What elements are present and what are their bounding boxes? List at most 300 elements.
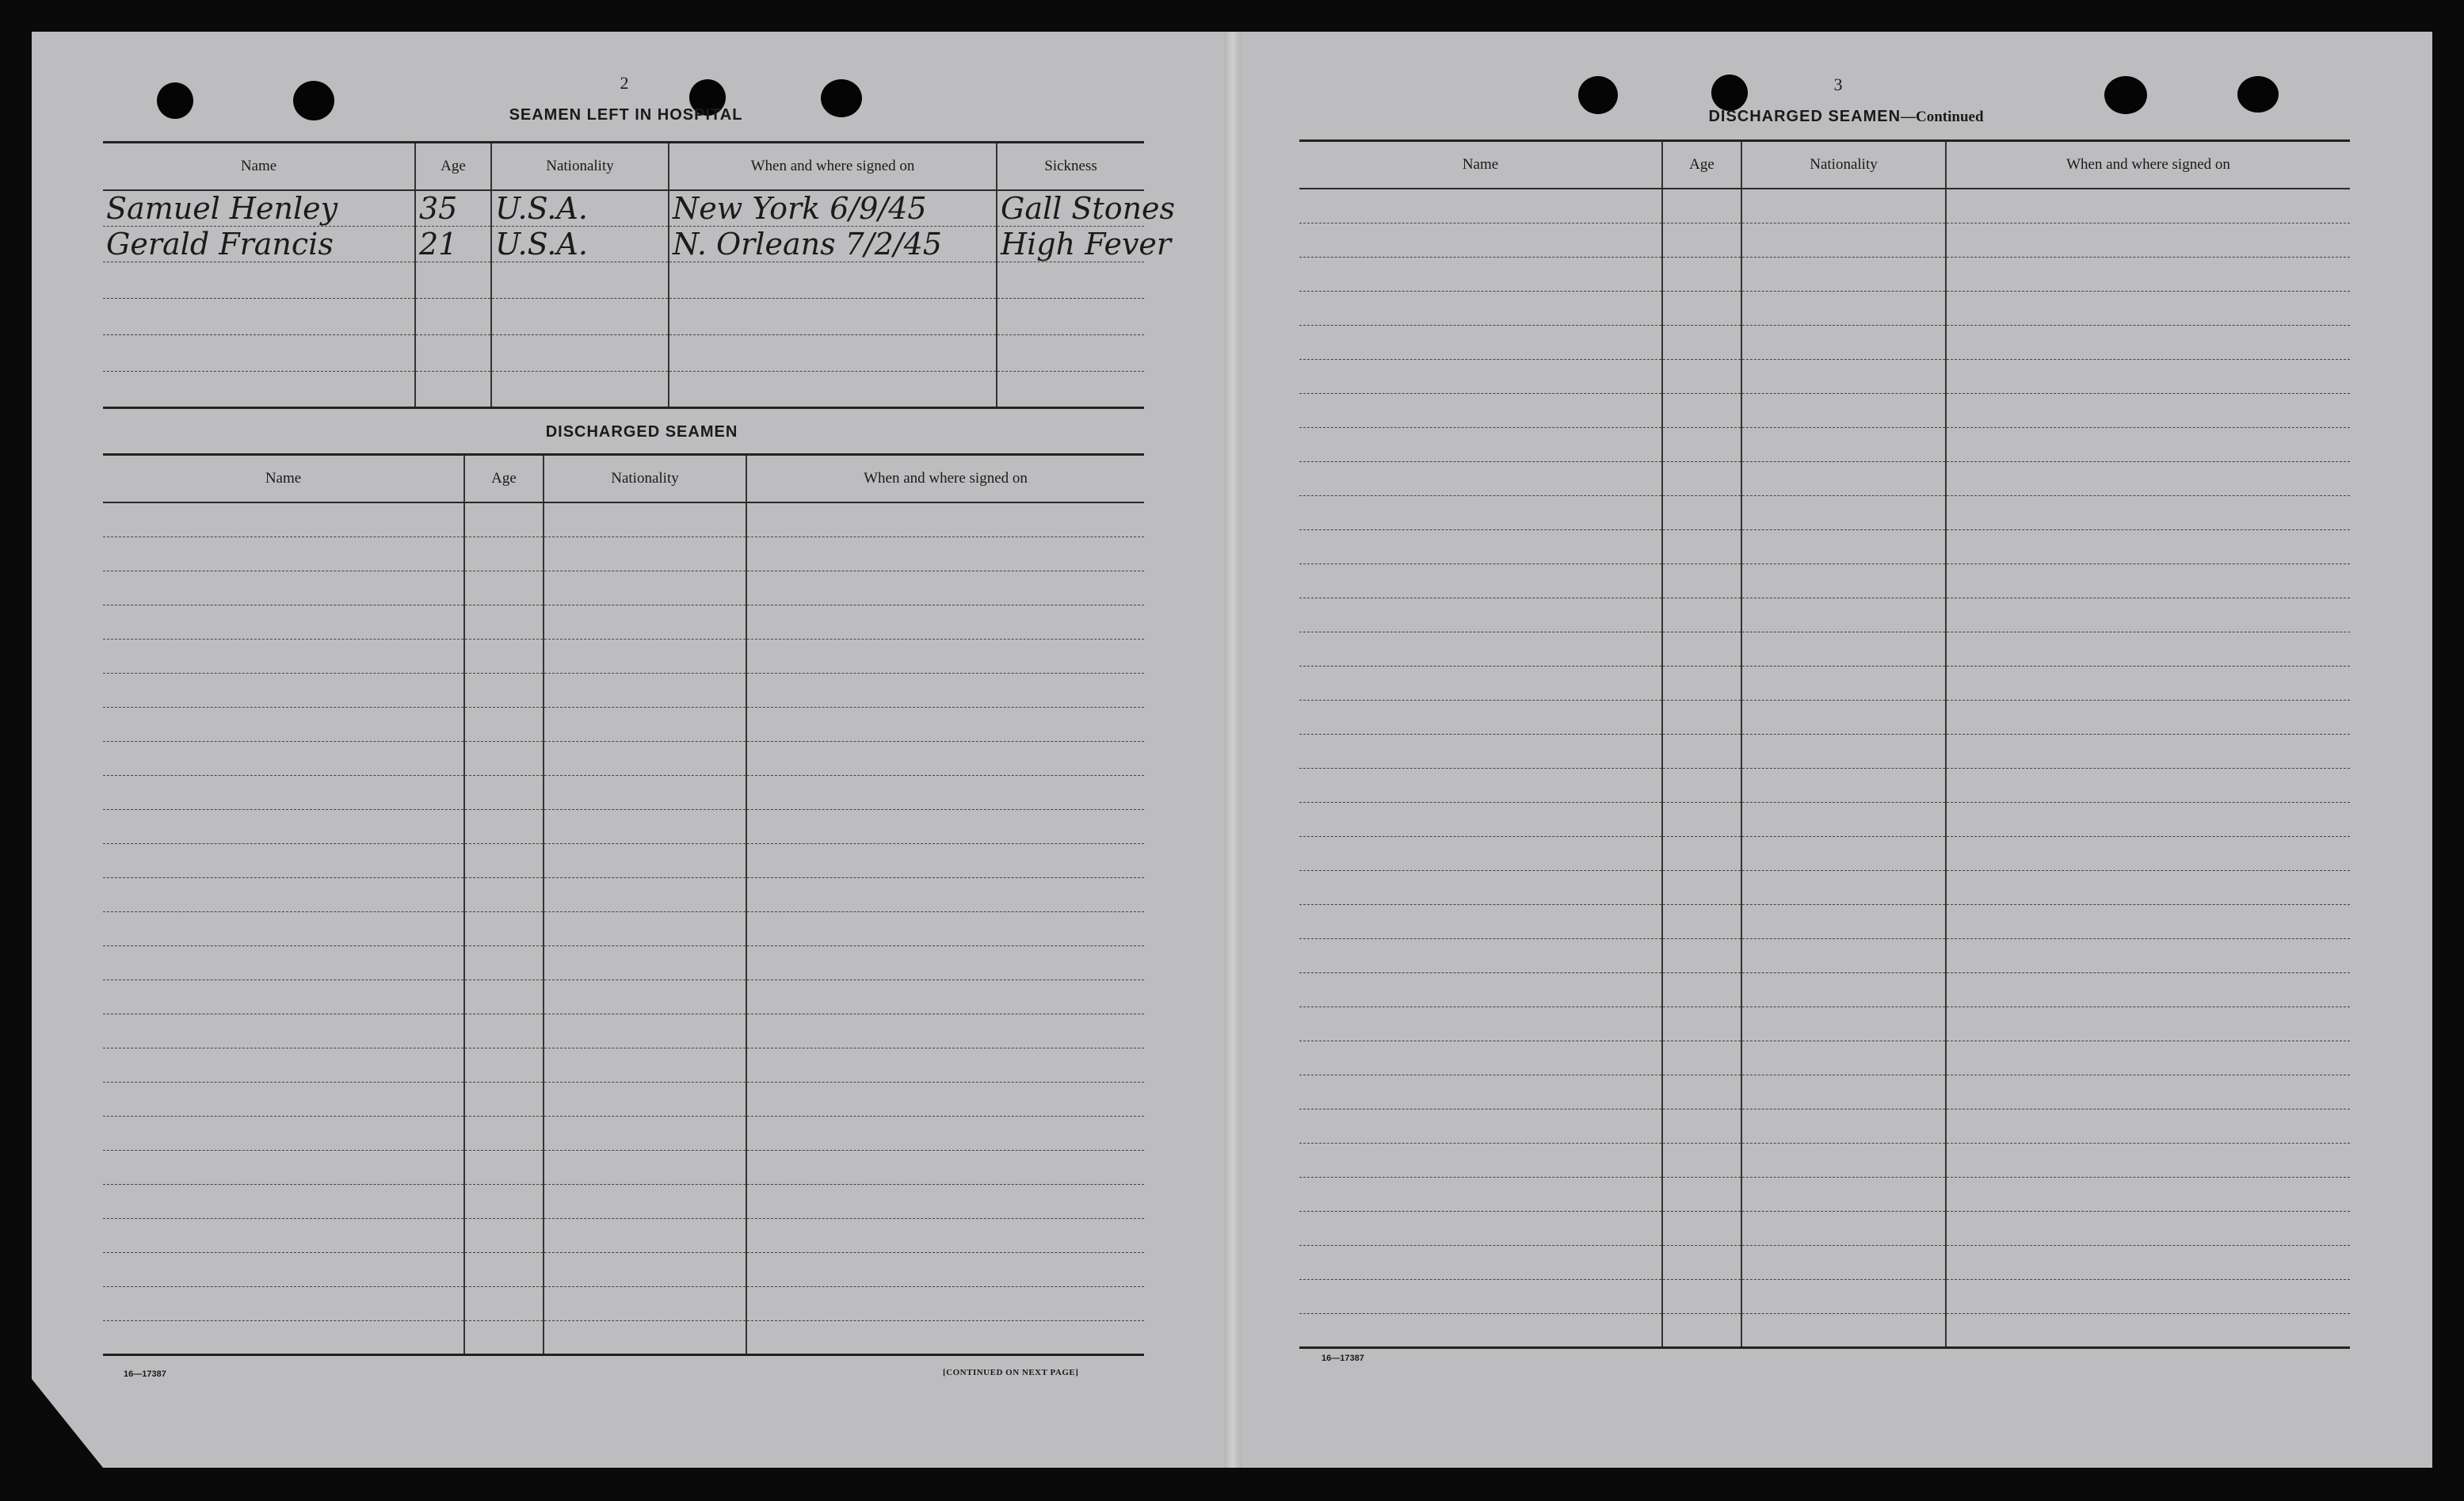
table-cell: [746, 980, 1144, 1014]
table-row: [1299, 1143, 2350, 1177]
table-cell: [746, 1014, 1144, 1048]
table-cell: [1662, 325, 1741, 359]
table-cell: [1741, 666, 1946, 700]
column-header-signed-on: When and where signed on: [746, 455, 1144, 503]
table-cell: [1299, 802, 1662, 836]
table-cell: [1662, 870, 1741, 904]
table-cell: [1741, 632, 1946, 666]
table-cell: [1946, 836, 2350, 870]
table-header-row: [103, 143, 1144, 191]
table-cell: [1741, 393, 1946, 427]
table-cell: [746, 741, 1144, 775]
table-row: [1299, 359, 2350, 393]
table-cell: [1946, 1075, 2350, 1109]
table-cell: [1741, 802, 1946, 836]
table-row: [103, 1218, 1144, 1252]
table-cell: [103, 809, 464, 843]
table-cell: [544, 673, 746, 707]
table-row: [103, 502, 1144, 537]
table-cell: [464, 843, 544, 877]
table-cell: [544, 1150, 746, 1184]
table-cell: [544, 911, 746, 945]
section-title-discharged-continued: [1608, 108, 2084, 126]
table-row: [1299, 291, 2350, 325]
table-row: [1299, 1245, 2350, 1279]
table-row: [1299, 904, 2350, 938]
table-cell: [746, 911, 1144, 945]
form-number: 16—17387: [1322, 1354, 1364, 1363]
table-row: [1299, 529, 2350, 563]
table-cell: [1946, 1006, 2350, 1041]
table-cell: [544, 639, 746, 673]
table-cell: [1946, 904, 2350, 938]
table-cell: [1662, 1279, 1741, 1313]
table-cell: [1299, 189, 1662, 223]
table-cell: [1741, 189, 1946, 223]
table-cell: [103, 877, 464, 911]
table-cell: [1662, 1313, 1741, 1347]
table-cell: [103, 571, 464, 605]
section-title-hospital: SEAMEN LEFT IN HOSPITAL: [509, 106, 743, 124]
table-cell: [464, 1048, 544, 1082]
table-cell: [544, 1048, 746, 1082]
table-cell: [103, 537, 464, 571]
table-cell: [1299, 870, 1662, 904]
column-header-age: Age: [415, 143, 491, 191]
table-row: [103, 227, 1144, 262]
table-cell: [1662, 904, 1741, 938]
table-cell: [1741, 904, 1946, 938]
table-row: [103, 809, 1144, 843]
table-cell: [1741, 1313, 1946, 1347]
table-cell: [464, 980, 544, 1014]
table-cell: [746, 537, 1144, 571]
table-cell: [1299, 1006, 1662, 1041]
cell-nationality: U.S.A.: [491, 190, 669, 227]
table-cell: [1662, 1245, 1741, 1279]
table-cell: [544, 605, 746, 639]
table-row: [103, 1048, 1144, 1082]
column-header-nationality: Nationality: [544, 455, 746, 503]
table-cell: [1946, 495, 2350, 529]
table-cell: [1946, 189, 2350, 223]
table-cell: [1741, 734, 1946, 768]
column-header-signed-on: When and where signed on: [669, 143, 997, 191]
table-cell: [1946, 291, 2350, 325]
table-row: [103, 945, 1144, 980]
table-cell: [464, 1014, 544, 1048]
cell-sickness: Gall Stones: [997, 190, 1144, 227]
cell-signed-on: New York 6/9/45: [669, 190, 997, 227]
continued-note: [CONTINUED ON NEXT PAGE]: [943, 1368, 1079, 1377]
table-cell: [1741, 529, 1946, 563]
table-row: [1299, 563, 2350, 598]
column-header-sickness: Sickness: [997, 143, 1144, 191]
table-cell: [1946, 563, 2350, 598]
table-cell: [103, 1286, 464, 1320]
table-cell: [1741, 1279, 1946, 1313]
hospital-table: [103, 141, 1176, 409]
cell-name: Samuel Henley: [103, 190, 415, 227]
table-cell: [1299, 1279, 1662, 1313]
table-cell: [544, 1014, 746, 1048]
table-cell: [1946, 1041, 2350, 1075]
table-cell: [464, 571, 544, 605]
column-header-age: Age: [1662, 141, 1741, 189]
table-cell: [1741, 700, 1946, 734]
table-cell: [464, 945, 544, 980]
table-cell: [746, 775, 1144, 809]
table-row: [1299, 257, 2350, 291]
table-cell: [103, 741, 464, 775]
table-cell: [1741, 768, 1946, 802]
table-cell: [1662, 427, 1741, 461]
table-cell: [1946, 223, 2350, 257]
table-cell: [1299, 427, 1662, 461]
table-cell: [1946, 768, 2350, 802]
table-cell: [103, 1218, 464, 1252]
table-cell: [1299, 1143, 1662, 1177]
table-cell: [1662, 495, 1741, 529]
table-cell: [1662, 1041, 1741, 1075]
table-cell: [1741, 563, 1946, 598]
table-cell: [1299, 325, 1662, 359]
table-cell: [1662, 563, 1741, 598]
table-cell: [746, 1048, 1144, 1082]
table-row: [1299, 325, 2350, 359]
punch-hole: [157, 82, 193, 119]
table-row: [103, 741, 1144, 775]
table-cell: [464, 1184, 544, 1218]
column-header-age: Age: [464, 455, 544, 503]
table-cell: [1946, 802, 2350, 836]
table-cell: [1741, 427, 1946, 461]
table-cell: [103, 775, 464, 809]
table-cell: [1741, 325, 1946, 359]
table-cell: [1741, 1245, 1946, 1279]
table-cell: [1662, 972, 1741, 1006]
table-cell: [746, 707, 1144, 741]
table-cell: [1662, 189, 1741, 223]
table-cell: [1741, 972, 1946, 1006]
table-cell: [1299, 938, 1662, 972]
table-row: [103, 843, 1144, 877]
column-header-nationality: Nationality: [1741, 141, 1946, 189]
table-cell: [1662, 666, 1741, 700]
table-row: [1299, 666, 2350, 700]
table-cell: [746, 571, 1144, 605]
table-row: [1299, 461, 2350, 495]
table-cell: [103, 502, 464, 537]
section-title-suffix: —Continued: [1901, 109, 1984, 125]
table-cell: [1946, 666, 2350, 700]
table-cell: [1662, 700, 1741, 734]
punch-hole: [293, 81, 334, 120]
table-cell: [464, 502, 544, 537]
table-row: [103, 1320, 1144, 1354]
table-cell: [1946, 1279, 2350, 1313]
section-title-discharged: DISCHARGED SEAMEN: [545, 423, 738, 441]
table-cell: [103, 1150, 464, 1184]
table-row: [1299, 1211, 2350, 1245]
table-cell: [1662, 1006, 1741, 1041]
table-row: [103, 190, 1144, 227]
table-cell: [464, 1286, 544, 1320]
table-cell: [464, 707, 544, 741]
table-row: [1299, 189, 2350, 223]
table-cell: [1741, 1006, 1946, 1041]
table-row: [103, 980, 1144, 1014]
table-cell: [746, 1184, 1144, 1218]
table-cell: [1662, 257, 1741, 291]
table-cell: [103, 911, 464, 945]
punch-hole: [2104, 76, 2147, 114]
table-row: [103, 1150, 1144, 1184]
table-row: [103, 673, 1144, 707]
table-cell: [1299, 495, 1662, 529]
table-cell: [1299, 1041, 1662, 1075]
table-cell: [1662, 802, 1741, 836]
table-cell: [1946, 734, 2350, 768]
cell-signed-on: N. Orleans 7/2/45: [669, 227, 997, 262]
table-cell: [464, 639, 544, 673]
table-cell: [1741, 598, 1946, 632]
table-row: [1299, 1041, 2350, 1075]
table-cell: [1946, 938, 2350, 972]
table-row: [1299, 598, 2350, 632]
table-cell: [544, 502, 746, 537]
table-row: [103, 1014, 1144, 1048]
table-cell: [746, 945, 1144, 980]
table-row: [1299, 1075, 2350, 1109]
table-row: [1299, 836, 2350, 870]
table-cell: [1299, 1075, 1662, 1109]
table-cell: [1662, 291, 1741, 325]
table-cell: [1741, 938, 1946, 972]
table-cell: [544, 775, 746, 809]
table-row: [1299, 1006, 2350, 1041]
table-cell: [103, 1116, 464, 1150]
table-cell: [1741, 359, 1946, 393]
table-cell: [464, 911, 544, 945]
table-cell: [544, 707, 746, 741]
punch-hole: [2237, 76, 2279, 113]
table-cell: [103, 1014, 464, 1048]
table-row: [1299, 938, 2350, 972]
table-cell: [746, 843, 1144, 877]
table-cell: [1662, 768, 1741, 802]
table-cell: [1946, 461, 2350, 495]
table-cell: [1662, 836, 1741, 870]
table-cell: [1741, 1109, 1946, 1143]
table-row: [103, 1184, 1144, 1218]
table-cell: [1946, 325, 2350, 359]
table-cell: [746, 1320, 1144, 1354]
table-cell: [544, 1286, 746, 1320]
table-cell: [544, 809, 746, 843]
table-cell: [1299, 1245, 1662, 1279]
table-row: [103, 911, 1144, 945]
table-cell: [1741, 1075, 1946, 1109]
table-cell: [1299, 291, 1662, 325]
table-cell: [464, 741, 544, 775]
table-cell: [1946, 529, 2350, 563]
table-cell: [544, 1116, 746, 1150]
table-cell: [464, 1116, 544, 1150]
cell-age: 35: [415, 190, 491, 227]
table-cell: [103, 1048, 464, 1082]
table-cell: [103, 945, 464, 980]
table-cell: [544, 1218, 746, 1252]
table-cell: [1299, 529, 1662, 563]
table-cell: [464, 1320, 544, 1354]
table-cell: [1946, 972, 2350, 1006]
table-cell: [1662, 461, 1741, 495]
table-cell: [1741, 1211, 1946, 1245]
table-cell: [746, 605, 1144, 639]
table-row: [1299, 1279, 2350, 1313]
table-cell: [544, 843, 746, 877]
table-row: [1299, 427, 2350, 461]
page-gutter: [1224, 32, 1242, 1468]
column-header-name: Name: [103, 143, 415, 191]
table-cell: [1946, 1211, 2350, 1245]
table-cell: [103, 843, 464, 877]
column-header-name: Name: [1299, 141, 1662, 189]
table-row: [1299, 1109, 2350, 1143]
table-cell: [464, 1150, 544, 1184]
table-header-row: [1299, 141, 2350, 189]
table-cell: [464, 673, 544, 707]
page-number: 2: [620, 73, 629, 93]
column-header-nationality: Nationality: [491, 143, 669, 191]
table-cell: [1946, 700, 2350, 734]
table-row: [1299, 734, 2350, 768]
discharged-table: [103, 453, 1144, 1356]
table-cell: [1741, 461, 1946, 495]
table-cell: [1299, 393, 1662, 427]
table-row: [1299, 1313, 2350, 1347]
table-cell: [103, 1082, 464, 1116]
table-cell: [464, 1218, 544, 1252]
table-cell: [1299, 1313, 1662, 1347]
table-row: [103, 707, 1144, 741]
table-cell: [1741, 1177, 1946, 1211]
table-cell: [1299, 904, 1662, 938]
table-row: [1299, 802, 2350, 836]
table-cell: [544, 1320, 746, 1354]
table-cell: [1741, 836, 1946, 870]
table-cell: [544, 741, 746, 775]
column-header-signed-on: When and where signed on: [1946, 141, 2350, 189]
table-cell: [1946, 1177, 2350, 1211]
table-cell: [746, 1116, 1144, 1150]
table-cell: [1741, 291, 1946, 325]
table-cell: [464, 605, 544, 639]
table-cell: [103, 1184, 464, 1218]
table-cell: [1662, 393, 1741, 427]
table-cell: [103, 1320, 464, 1354]
table-cell: [746, 809, 1144, 843]
table-cell: [103, 673, 464, 707]
table-cell: [103, 707, 464, 741]
table-cell: [1741, 1041, 1946, 1075]
table-cell: [1741, 1143, 1946, 1177]
table-row: [1299, 1177, 2350, 1211]
table-cell: [1741, 257, 1946, 291]
table-cell: [746, 1150, 1144, 1184]
table-cell: [746, 877, 1144, 911]
table-cell: [746, 502, 1144, 537]
table-row: [1299, 768, 2350, 802]
table-cell: [544, 571, 746, 605]
table-cell: [1741, 223, 1946, 257]
table-cell: [1946, 870, 2350, 904]
table-cell: [1299, 598, 1662, 632]
table-row: [103, 1252, 1144, 1286]
table-cell: [1299, 734, 1662, 768]
table-cell: [1662, 1211, 1741, 1245]
table-header-row: [103, 455, 1144, 503]
table-cell: [464, 775, 544, 809]
table-cell: [746, 673, 1144, 707]
table-cell: [1741, 495, 1946, 529]
punch-hole: [1711, 74, 1748, 111]
table-row: [103, 1286, 1144, 1320]
table-cell: [1299, 223, 1662, 257]
page-number: 3: [1833, 74, 1843, 94]
table-cell: [1662, 938, 1741, 972]
table-cell: [1299, 632, 1662, 666]
table-cell: [103, 1252, 464, 1286]
table-row: [1299, 393, 2350, 427]
table-cell: [746, 1286, 1144, 1320]
table-cell: [1946, 257, 2350, 291]
table-cell: [1299, 666, 1662, 700]
table-cell: [1299, 700, 1662, 734]
table-cell: [746, 639, 1144, 673]
table-cell: [544, 1252, 746, 1286]
table-row: [103, 372, 1144, 408]
table-cell: [544, 1082, 746, 1116]
table-cell: [544, 1184, 746, 1218]
table-cell: [103, 605, 464, 639]
cell-sickness: High Fever: [997, 227, 1144, 262]
table-cell: [544, 877, 746, 911]
table-cell: [1946, 393, 2350, 427]
table-cell: [1299, 1211, 1662, 1245]
table-cell: [464, 1252, 544, 1286]
cell-name: Gerald Francis: [103, 227, 415, 262]
table-cell: [1299, 836, 1662, 870]
table-cell: [544, 980, 746, 1014]
table-cell: [1662, 223, 1741, 257]
table-cell: [1299, 461, 1662, 495]
table-cell: [746, 1218, 1144, 1252]
table-row: [103, 1116, 1144, 1150]
table-cell: [1299, 359, 1662, 393]
discharged-continued-table: [1299, 139, 2350, 1349]
section-title-main: DISCHARGED SEAMEN: [1708, 108, 1901, 125]
table-row: [1299, 700, 2350, 734]
table-row: [103, 775, 1144, 809]
table-cell: [1946, 427, 2350, 461]
table-cell: [1662, 1143, 1741, 1177]
cell-age: 21: [415, 227, 491, 262]
table-cell: [544, 945, 746, 980]
table-cell: [464, 537, 544, 571]
table-cell: [544, 537, 746, 571]
